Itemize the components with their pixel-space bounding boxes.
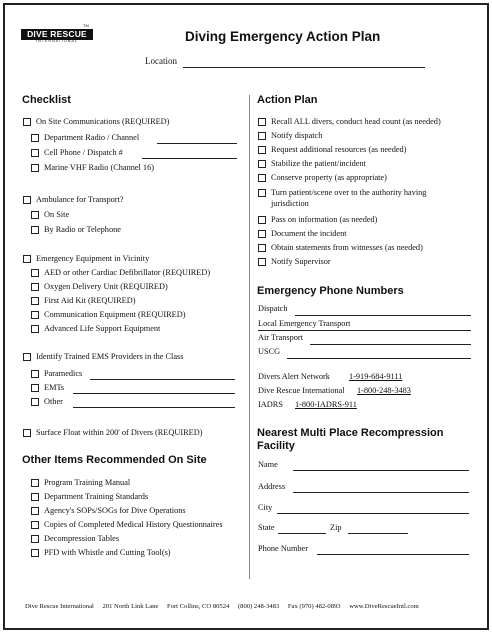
footer-city: Fort Collins, CO 80524 — [167, 603, 230, 610]
dive-rescue-logo — [21, 25, 93, 45]
facility-state-field[interactable] — [278, 533, 326, 534]
iadrs-label: IADRS — [258, 400, 283, 409]
facility-phone-field[interactable] — [317, 554, 469, 555]
checkbox-icon[interactable] — [258, 132, 266, 140]
footer-fax: Fax (970) 482-0893 — [287, 603, 341, 610]
location-field[interactable] — [183, 67, 425, 68]
cell-phone-field[interactable] — [142, 158, 237, 159]
dan-number: 1-919-684-9111 — [349, 372, 403, 381]
facility-zip-field[interactable] — [348, 533, 408, 534]
action-plan-heading: Action Plan — [257, 94, 318, 106]
local-transport-label: Local Emergency Transport — [258, 319, 351, 328]
dispatch-field[interactable] — [295, 315, 471, 316]
logo-subtext: INTERNATIONAL — [36, 39, 78, 43]
location-label: Location — [145, 56, 177, 66]
checklist-heading: Checklist — [22, 94, 71, 106]
dri-number: 1-800-248-3483 — [357, 386, 411, 395]
checkbox-icon[interactable] — [31, 479, 39, 487]
other-items-heading: Other Items Recommended On Site — [22, 454, 207, 466]
facility-name-label: Name — [258, 460, 278, 469]
footer-company: Dive Rescue International — [25, 603, 94, 610]
checkbox-icon[interactable] — [258, 174, 266, 182]
checkbox-icon[interactable] — [31, 134, 39, 142]
checkbox-icon[interactable] — [31, 493, 39, 501]
checkbox-icon[interactable] — [258, 244, 266, 252]
other-field[interactable] — [73, 407, 235, 408]
facility-zip-label: Zip — [330, 523, 342, 532]
checkbox-icon[interactable] — [258, 146, 266, 154]
checkbox-icon[interactable] — [31, 149, 39, 157]
local-transport-field[interactable] — [258, 330, 471, 331]
checkbox-icon[interactable] — [31, 384, 39, 392]
dri-label: Dive Rescue International — [258, 386, 345, 395]
dan-label: Divers Alert Network — [258, 372, 330, 381]
column-divider — [249, 95, 250, 579]
recompression-heading: Nearest Multi Place Recompression Facility — [257, 427, 444, 452]
checkbox-icon[interactable] — [258, 189, 266, 197]
checkbox-icon[interactable] — [23, 118, 31, 126]
facility-city-label: City — [258, 503, 273, 512]
emts-field[interactable] — [73, 393, 235, 394]
checkbox-icon[interactable] — [258, 258, 266, 266]
checkbox-icon[interactable] — [258, 230, 266, 238]
checkbox-icon[interactable] — [31, 283, 39, 291]
dispatch-label: Dispatch — [258, 304, 288, 313]
checkbox-icon[interactable] — [23, 429, 31, 437]
checkbox-icon[interactable] — [23, 353, 31, 361]
air-transport-label: Air Transport — [258, 333, 303, 342]
page-title: Diving Emergency Action Plan — [185, 29, 381, 44]
uscg-field[interactable] — [287, 358, 471, 359]
phone-numbers-heading: Emergency Phone Numbers — [257, 285, 404, 297]
checkbox-icon[interactable] — [23, 255, 31, 263]
air-transport-field[interactable] — [310, 344, 471, 345]
facility-city-field[interactable] — [277, 513, 469, 514]
checkbox-icon[interactable] — [31, 549, 39, 557]
facility-phone-label: Phone Number — [258, 544, 309, 553]
checkbox-icon[interactable] — [31, 370, 39, 378]
checkbox-icon[interactable] — [31, 311, 39, 319]
checkbox-icon[interactable] — [31, 535, 39, 543]
checkbox-icon[interactable] — [31, 325, 39, 333]
form-page: DIVE RESCUE INTERNATIONAL TM Diving Emergency Action Plan Location Checklist On Site Communications (REQUIRED) Department Radio / Channel Cell Phone / Dispatch # Marine VHF Radio (Channel 16) Ambulance for Transport? On Site By Radio or Telephone Emergency Equipment in Vicinity AED or other Cardiac Defibrillator (REQUIRED) Oxygen Delivery Unit (REQUIRED) First Aid Kit (REQUIRED) Communication Equipment (REQUIRED) Advanced Life Support Equipment Identify Trained EMS Providers in the Class Paramedics EMTs Other Surface Float within 200' of Divers (REQUIRED) Other Items Recommended On Site Program Training Manual Department Training Standards Agency's SOPs/SOGs for Dive Operations Copies of Completed Medical History Questionnaires Decompression Tables PFD with Whistle and Cutting Tool(s) Action Plan Recall ALL divers, conduct head count (as needed) Notify dispatch Request additional resources (as needed) Stabilize the patient/incident Conserve property (as appropriate) Turn patient/scene over to the authority having jurisdiction Pass on information (as needed) Document the incident Obtain statements from witnesses (as needed) Notify Supervisor Emergency Phone Numbers Dispatch Local Emergency Transport Air Transport USCG Divers Alert Network 1-919-684-9111 Dive Rescue International 1-800-248-3483 IADRS 1-800-IADRS-911 Nearest Multi Place Recompression Facility Name Address City State Zip Phone Number Dive Rescue International 201 North Link Lane Fort Collins, CO 80524 (800) 248-3483 Fax (970) 482-0893 www.DiveRescueIntl.com — [3, 3, 489, 630]
checkbox-icon[interactable] — [258, 160, 266, 168]
checkbox-icon[interactable] — [31, 226, 39, 234]
iadrs-number: 1-800-IADRS-911 — [295, 400, 357, 409]
checkbox-icon[interactable] — [31, 398, 39, 406]
logo-wordmark: DIVE RESCUE — [21, 29, 93, 40]
facility-state-label: State — [258, 523, 275, 532]
checkbox-icon[interactable] — [258, 216, 266, 224]
dept-radio-field[interactable] — [157, 143, 237, 144]
paramedics-field[interactable] — [90, 379, 235, 380]
checkbox-icon[interactable] — [258, 118, 266, 126]
checkbox-icon[interactable] — [31, 521, 39, 529]
footer — [25, 603, 426, 610]
facility-address-label: Address — [258, 482, 286, 491]
checkbox-icon[interactable] — [31, 211, 39, 219]
footer-website[interactable]: www.DiveRescueIntl.com — [349, 603, 419, 610]
checkbox-icon[interactable] — [31, 297, 39, 305]
facility-address-field[interactable] — [293, 492, 469, 493]
footer-phone: (800) 248-3483 — [237, 603, 280, 610]
checkbox-icon[interactable] — [31, 507, 39, 515]
uscg-label: USCG — [258, 347, 281, 356]
checkbox-icon[interactable] — [31, 269, 39, 277]
checkbox-icon[interactable] — [31, 164, 39, 172]
logo-trademark: TM — [83, 23, 89, 28]
footer-address: 201 North Link Lane — [102, 603, 159, 610]
facility-name-field[interactable] — [293, 470, 469, 471]
checkbox-icon[interactable] — [23, 196, 31, 204]
